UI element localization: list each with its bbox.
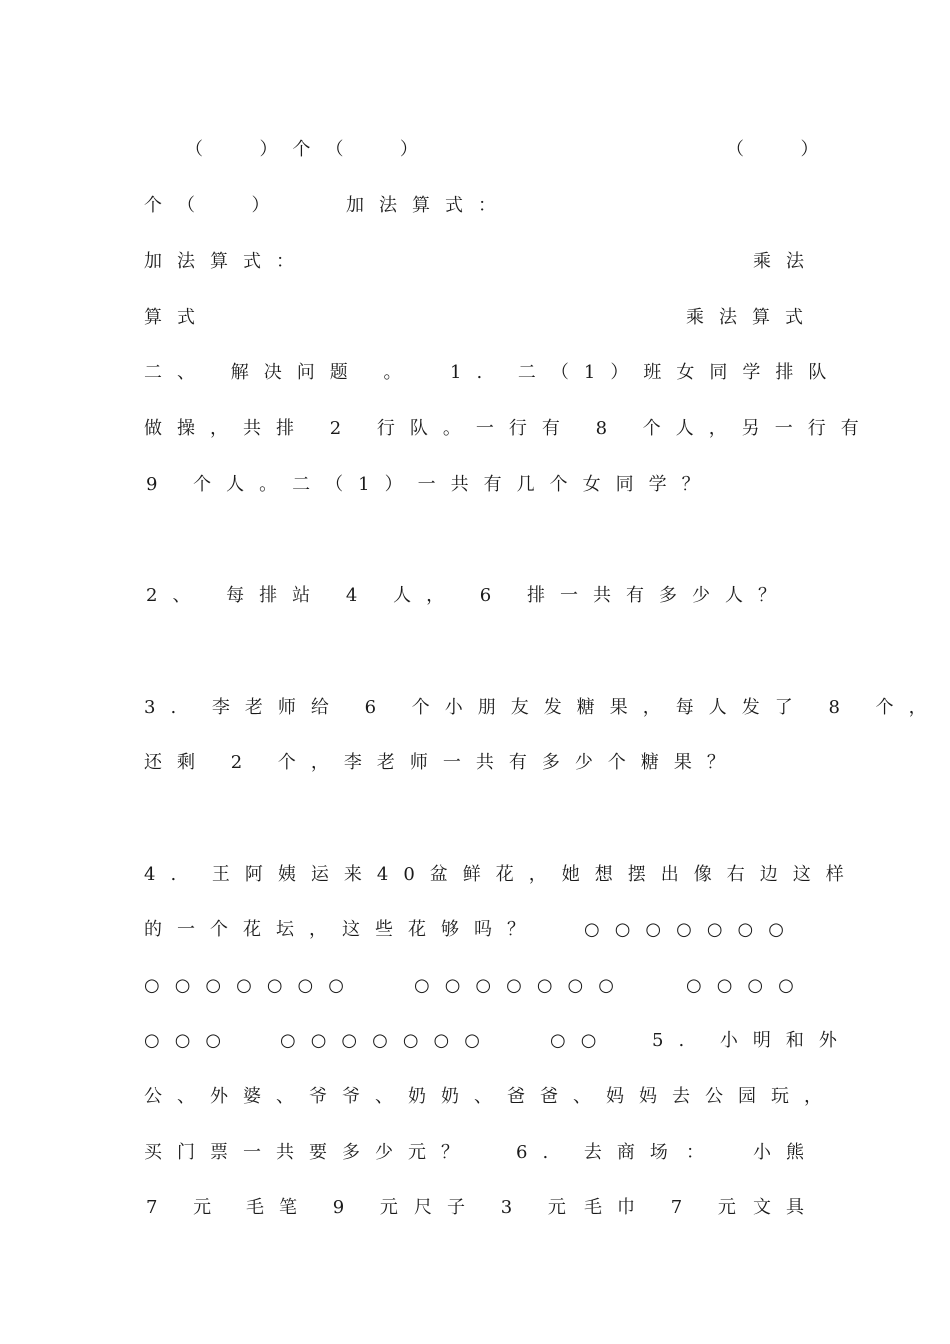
text-line bbox=[0, 966, 950, 1006]
text-line bbox=[0, 855, 950, 895]
text-segment: 还剩 2 个，李老师一共有多少个糖果？ bbox=[144, 752, 740, 773]
text-segment: 7 元 bbox=[146, 1197, 227, 1218]
text-segment: 个（ ） bbox=[144, 195, 285, 216]
text-segment: 毛巾 7 元 bbox=[584, 1197, 751, 1218]
text-line bbox=[0, 576, 950, 616]
text-line bbox=[0, 910, 950, 950]
text-segment: 2、 每排站 4 人， 6 排一共有多少人？ bbox=[146, 585, 791, 606]
flower-circles: ○○○○○○○ bbox=[280, 1030, 495, 1051]
text-segment: （ ）个（ ） bbox=[185, 139, 433, 160]
text-segment: 乘法算式 bbox=[686, 307, 818, 328]
text-segment: 乘法 bbox=[753, 251, 819, 272]
text-segment: ： bbox=[686, 1142, 719, 1163]
flower-circles: ○○○○○○○ bbox=[584, 919, 799, 940]
text-segment: 尺子 3 元 bbox=[414, 1197, 581, 1218]
text-line bbox=[0, 465, 950, 505]
text-line bbox=[0, 743, 950, 783]
text-segment: 做操，共排 2 行队。一行有 8 个人，另一行有 bbox=[144, 418, 874, 439]
text-line bbox=[0, 1021, 950, 1061]
text-segment: 小熊 bbox=[753, 1142, 819, 1163]
text-segment: 3. 李老师给 6 个小朋友发糖果，每人发了 8 个， bbox=[144, 697, 942, 718]
text-line bbox=[0, 242, 950, 282]
text-line bbox=[0, 409, 950, 449]
flower-circles: ○○○○○○○ bbox=[414, 975, 629, 996]
text-line bbox=[0, 688, 950, 728]
text-segment: 算式 bbox=[144, 307, 210, 328]
text-segment: 6. 去商场 bbox=[516, 1142, 683, 1163]
flower-circles: ○○○ bbox=[144, 1030, 237, 1051]
flower-circles: ○○ bbox=[550, 1030, 612, 1051]
text-segment: 文具 bbox=[753, 1197, 819, 1218]
text-segment: 公、外婆、爷爷、奶奶、爸爸、妈妈去公园玩， bbox=[144, 1086, 837, 1107]
text-line bbox=[0, 298, 950, 338]
text-line bbox=[0, 130, 950, 170]
text-segment: （ ） bbox=[726, 139, 834, 160]
text-segment: 的一个花坛，这些花够吗？ bbox=[144, 919, 540, 940]
text-segment: 1. 二（1）班女同学排队 bbox=[450, 362, 842, 383]
text-segment: 买门票一共要多少元？ bbox=[144, 1142, 474, 1163]
text-segment: 二、 解决问题 。 bbox=[144, 362, 417, 383]
text-line bbox=[0, 1133, 950, 1173]
text-segment: 加法算式： bbox=[346, 195, 511, 216]
text-segment: 加法算式： bbox=[144, 251, 309, 272]
text-line bbox=[0, 1188, 950, 1228]
text-segment: 毛笔 9 元 bbox=[246, 1197, 413, 1218]
text-segment: 5. 小明和外 bbox=[652, 1030, 852, 1051]
text-line bbox=[0, 353, 950, 393]
flower-circles: ○○○○○○○ bbox=[144, 975, 359, 996]
text-line bbox=[0, 186, 950, 226]
text-line bbox=[0, 1077, 950, 1117]
text-segment: 4. 王阿姨运来40盆鲜花，她想摆出像右边这样 bbox=[144, 864, 859, 885]
text-segment: 9 个人。二（1）一共有几个女同学？ bbox=[146, 474, 715, 495]
flower-circles: ○○○○ bbox=[686, 975, 809, 996]
